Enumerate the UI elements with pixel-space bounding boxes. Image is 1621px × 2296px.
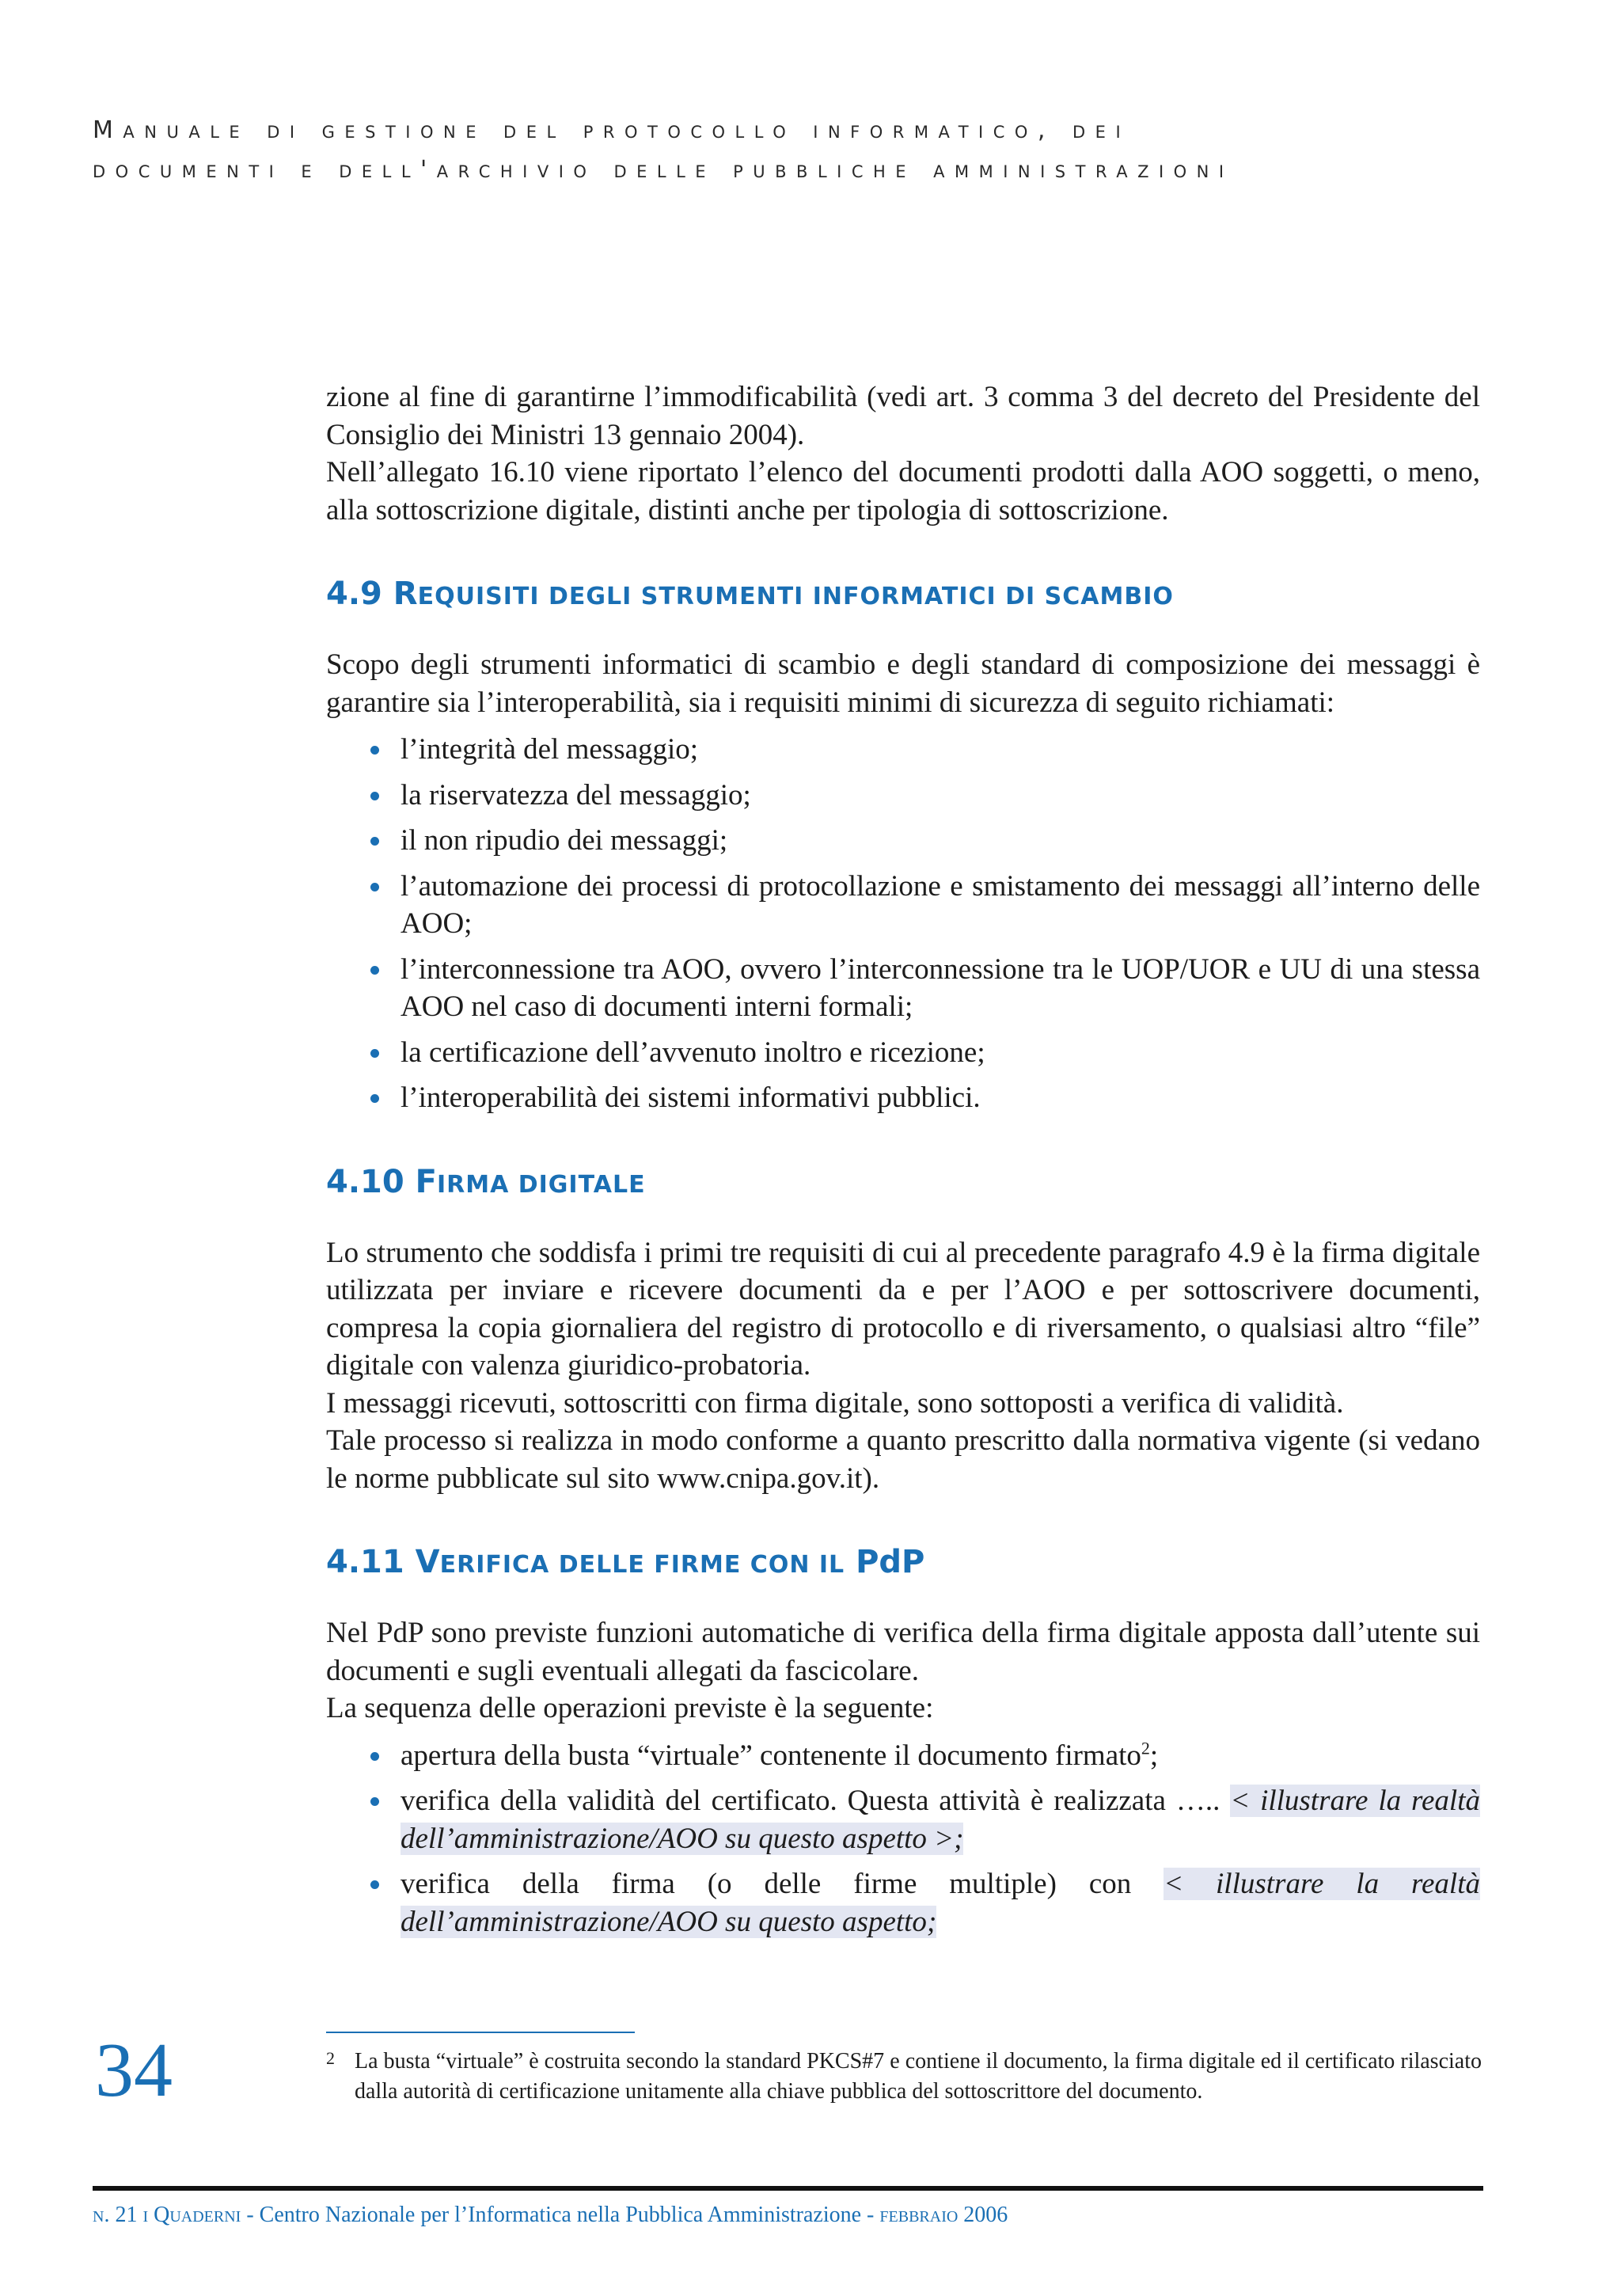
section-title-initial: R [393,576,418,612]
bullet-icon [370,1797,379,1806]
list-item-punct: ; [1149,1739,1159,1772]
list-item [326,1865,1480,1941]
list-item-text: il non ripudio dei messaggi; [401,824,728,857]
bullet-icon [370,966,379,975]
section-title-rest: IRMA DIGITALE [436,1170,646,1199]
section-4-10-paragraph-1: Lo strumento che soddisfa i primi tre requisiti di cui al precedente paragrafo 4.9 è la firma digitale utilizzata per inviare e ricevere documenti da e per l’AOO e per sottoscrivere documenti, compresa la copia giornaliera del registro di protocollo e di riversamento, o qualsiasi altro “file” digitale con valenza giuridico-probatoria. [326,1236,1480,1382]
list-item-text: l’interoperabilità dei sistemi informativi pubblici. [401,1081,981,1114]
page-number: 34 [95,2028,173,2113]
section-4-9-paragraph: Scopo degli strumenti informatici di scambio e degli standard di composizione dei messaggi è garantire sia l’interoperabilità, sia i requisiti minimi di sicurezza di seguito richiamati: [326,648,1480,719]
footer-year: 2006 [958,2203,1008,2227]
operations-list [326,1737,1480,1941]
section-4-11-paragraph-2: La sequenza delle operazioni previste è la seguente: [326,1692,934,1724]
running-header-line-1 [93,111,1486,150]
footnote [326,2047,1482,2107]
bullet-icon [370,1880,379,1889]
footer-institution: - Centro Nazionale per l’Informatica nella Pubblica Amministrazione - [241,2203,880,2227]
section-4-10-paragraph-2: I messaggi ricevuti, sottoscritti con firma digitale, sono sottoposti a verifica di validità. [326,1386,1344,1420]
placeholder-highlight: < illustrare la realtà dell’amministrazione/AOO su questo aspetto [401,1868,1480,1938]
section-heading-4-9 [326,575,1480,616]
bullet-icon [370,837,379,846]
bullet-icon [370,746,379,755]
intro-paragraph-2: Nell’allegato 16.10 viene riportato l’elenco del documenti prodotti dalla AOO soggetti, o meno, alla sottoscrizione digitale, distinti anche per tipologia di sottoscrizione. [326,456,1480,526]
list-item [326,777,1480,815]
section-number: 4.11 [326,1544,404,1580]
section-title-initial: V [415,1544,440,1580]
header-initial: M [93,116,123,144]
placeholder-highlight: < illustrare la realtà dell’amministrazione/AOO su questo aspetto > [401,1785,1480,1855]
list-item [326,1079,1480,1117]
list-item [326,1034,1480,1072]
section-title-rest: EQUISITI DEGLI STRUMENTI INFORMATICI DI SCAMBIO [417,583,1174,610]
section-number: 4.9 [326,576,382,612]
section-4-11-paragraph-1: Nel PdP sono previste funzioni automatiche di verifica della firma digitale apposta dall’utente sui documenti e sugli eventuali allegati da fascicolare. [326,1617,1480,1687]
section-heading-4-11 [326,1543,1480,1584]
footer-rule [93,2186,1483,2191]
list-item [326,951,1480,1026]
bullet-icon [370,1094,379,1103]
footnote-rule [326,2032,635,2033]
list-item-text: verifica della firma (o delle firme multiple) con [401,1868,1164,1900]
section-title-rest: ERIFICA DELLE FIRME CON IL [439,1551,845,1579]
footnote-mark: 2 [326,2048,335,2068]
section-title-initial: F [415,1163,437,1200]
section-4-10-paragraph-3: Tale processo si realizza in modo conforme a quanto prescritto dalla normativa vigente (si vedano le norme pubblicate sul sito www.cnipa.gov.it). [326,1424,1480,1495]
requirements-list [326,731,1480,1117]
bullet-icon [370,883,379,891]
list-item [326,868,1480,943]
list-item-text: verifica della validità del certificato. Questa attività è realizzata ….. [401,1785,1231,1817]
section-title-end: PdP [856,1544,925,1580]
footer-month: febbraio [879,2203,959,2227]
footnote-text: La busta “virtuale” è costruita secondo la standard PKCS#7 e contiene il documento, la firma digitale ed il certificato rilasciato dalla autorità di certificazione unitamente alla chiave pubblica del sottoscrittore del documento. [355,2049,1482,2104]
bullet-icon [370,1752,379,1761]
running-header-line-2: documenti e dell'archivio delle pubbliche amministrazioni [93,156,1234,184]
list-item [326,1737,1480,1775]
list-item [326,731,1480,769]
bullet-icon [370,1049,379,1058]
running-header [93,111,1486,190]
footer-series: n. 21 i Quaderni [93,2203,241,2227]
list-item-text: la certificazione dell’avvenuto inoltro e ricezione; [401,1036,985,1069]
footer [93,2201,1008,2229]
list-item-text: l’integrità del messaggio; [401,733,699,766]
list-item-text: la riservatezza del messaggio; [401,778,751,812]
list-item-punct: ; [926,1905,937,1938]
page-body [326,378,1480,1948]
section-number: 4.10 [326,1163,404,1200]
list-item [326,822,1480,860]
list-item [326,1782,1480,1857]
footnote-reference[interactable]: 2 [1141,1738,1150,1758]
list-item-text: l’interconnessione tra AOO, ovvero l’interconnessione tra le UOP/UOR e UU di una stessa AOO nel caso di documenti interni formali; [401,952,1480,1023]
list-item-text: l’automazione dei processi di protocollazione e smistamento dei messaggi all’interno delle AOO; [401,869,1480,940]
list-item-punct: ; [954,1822,964,1855]
section-heading-4-10 [326,1163,1480,1204]
intro-paragraph-1: zione al fine di garantirne l’immodificabilità (vedi art. 3 comma 3 del decreto del Presidente del Consiglio dei Ministri 13 gennaio 2004). [326,381,1480,451]
list-item-text: apertura della busta “virtuale” contenente il documento firmato [401,1739,1141,1772]
header-line-1-text: anuale di gestione del protocollo informatico, dei [123,116,1131,144]
bullet-icon [370,792,379,800]
